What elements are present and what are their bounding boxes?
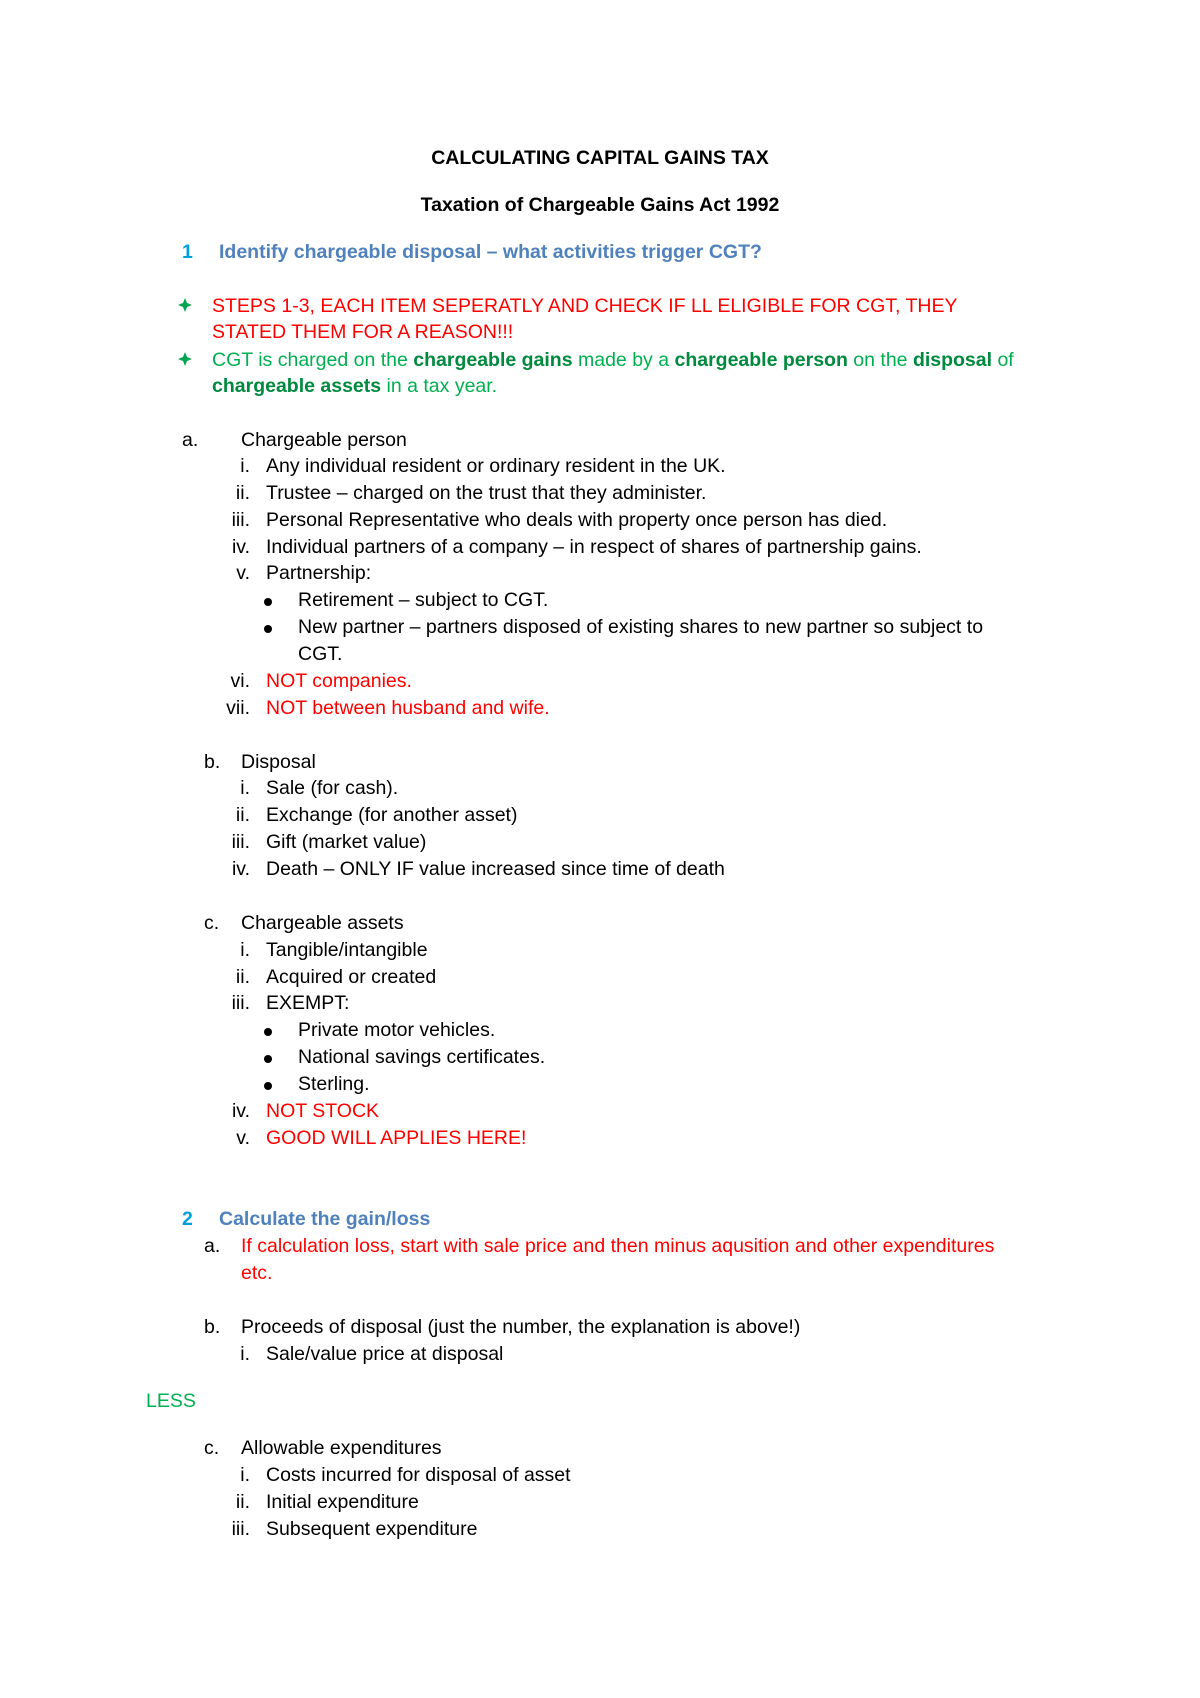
list-item: Gift (market value) [266, 831, 427, 853]
subsection-label: Chargeable assets [241, 912, 404, 934]
list-item: Sale (for cash). [266, 777, 399, 799]
list-item: Sterling. [298, 1073, 370, 1095]
list-marker: i. [240, 455, 250, 477]
note-steps-line1: STEPS 1-3, EACH ITEM SEPERATLY AND CHECK IF LL ELIGIBLE FOR CGT, THEY [212, 295, 958, 317]
list-item: Acquired or created [266, 966, 437, 988]
list-marker: i. [240, 777, 250, 799]
list-marker: ii. [235, 966, 250, 988]
list-marker: iv. [231, 536, 250, 558]
list-marker: iv. [231, 858, 250, 880]
section1-number: 1 [182, 241, 193, 263]
list-marker: a. [182, 429, 199, 451]
diamond-bullet-icon [177, 351, 193, 367]
list-item: EXEMPT: [266, 992, 350, 1014]
subsection-label: Disposal [241, 751, 316, 773]
list-item: Sale/value price at disposal [266, 1343, 504, 1365]
page-subtitle: Taxation of Chargeable Gains Act 1992 [420, 194, 780, 216]
subsection-label: Allowable expenditures [241, 1437, 442, 1459]
subsection-label: Proceeds of disposal (just the number, the explanation is above!) [241, 1316, 801, 1338]
list-item: Partnership: [266, 562, 372, 584]
list-item: Retirement – subject to CGT. [298, 589, 549, 611]
list-item: Any individual resident or ordinary resident in the UK. [266, 455, 726, 477]
list-item: If calculation loss, start with sale price and then minus aqusition and other expenditures [241, 1235, 995, 1257]
diamond-bullet-icon [177, 297, 193, 313]
list-item: Death – ONLY IF value increased since time of death [266, 858, 725, 880]
bullet-icon [264, 1028, 272, 1036]
note-steps-line2: STATED THEM FOR A REASON!!! [212, 321, 514, 343]
note-definition-line1: CGT is charged on the chargeable gains made by a chargeable person on the disposal of [212, 349, 1014, 371]
list-item-continuation: etc. [241, 1262, 273, 1284]
list-marker: i. [240, 1343, 250, 1365]
list-item: NOT between husband and wife. [266, 697, 550, 719]
list-item: National savings certificates. [298, 1046, 546, 1068]
list-marker: i. [240, 1464, 250, 1486]
list-item: Subsequent expenditure [266, 1518, 478, 1540]
bullet-icon [264, 625, 272, 633]
section2-number: 2 [182, 1208, 193, 1230]
list-marker: iii. [231, 831, 250, 853]
list-item: Initial expenditure [266, 1491, 419, 1513]
less-label: LESS [146, 1390, 196, 1412]
list-marker: v. [236, 1127, 250, 1149]
list-marker: vi. [230, 670, 250, 692]
list-marker: vii. [226, 697, 250, 719]
list-item: Tangible/intangible [266, 939, 428, 961]
section2-heading: Calculate the gain/loss [219, 1208, 431, 1230]
list-marker: ii. [235, 482, 250, 504]
list-item: Exchange (for another asset) [266, 804, 518, 826]
list-marker: a. [204, 1235, 221, 1257]
list-marker: ii. [235, 804, 250, 826]
page-title: CALCULATING CAPITAL GAINS TAX [431, 147, 769, 169]
list-item: NOT STOCK [266, 1100, 380, 1122]
list-item: Individual partners of a company – in respect of shares of partnership gains. [266, 536, 922, 558]
bullet-icon [264, 1082, 272, 1090]
list-marker: ii. [235, 1491, 250, 1513]
list-marker: iii. [231, 509, 250, 531]
section1-heading: Identify chargeable disposal – what activities trigger CGT? [219, 241, 762, 263]
bullet-icon [264, 598, 272, 606]
list-item: GOOD WILL APPLIES HERE! [266, 1127, 527, 1149]
list-item: New partner – partners disposed of existing shares to new partner so subject to [298, 616, 984, 638]
list-marker: iv. [231, 1100, 250, 1122]
list-item: NOT companies. [266, 670, 412, 692]
list-marker: iii. [231, 1518, 250, 1540]
list-marker: iii. [231, 992, 250, 1014]
list-marker: c. [204, 912, 220, 934]
subsection-label: Chargeable person [241, 429, 407, 451]
bullet-icon [264, 1055, 272, 1063]
list-item: Costs incurred for disposal of asset [266, 1464, 571, 1486]
list-marker: b. [204, 1316, 221, 1338]
list-item: Trustee – charged on the trust that they administer. [266, 482, 707, 504]
list-item-continuation: CGT. [298, 643, 343, 665]
list-marker: c. [204, 1437, 220, 1459]
list-item: Personal Representative who deals with property once person has died. [266, 509, 888, 531]
note-definition-line2: chargeable assets in a tax year. [212, 375, 498, 397]
list-item: Private motor vehicles. [298, 1019, 496, 1041]
list-marker: v. [236, 562, 250, 584]
list-marker: i. [240, 939, 250, 961]
list-marker: b. [204, 751, 221, 773]
